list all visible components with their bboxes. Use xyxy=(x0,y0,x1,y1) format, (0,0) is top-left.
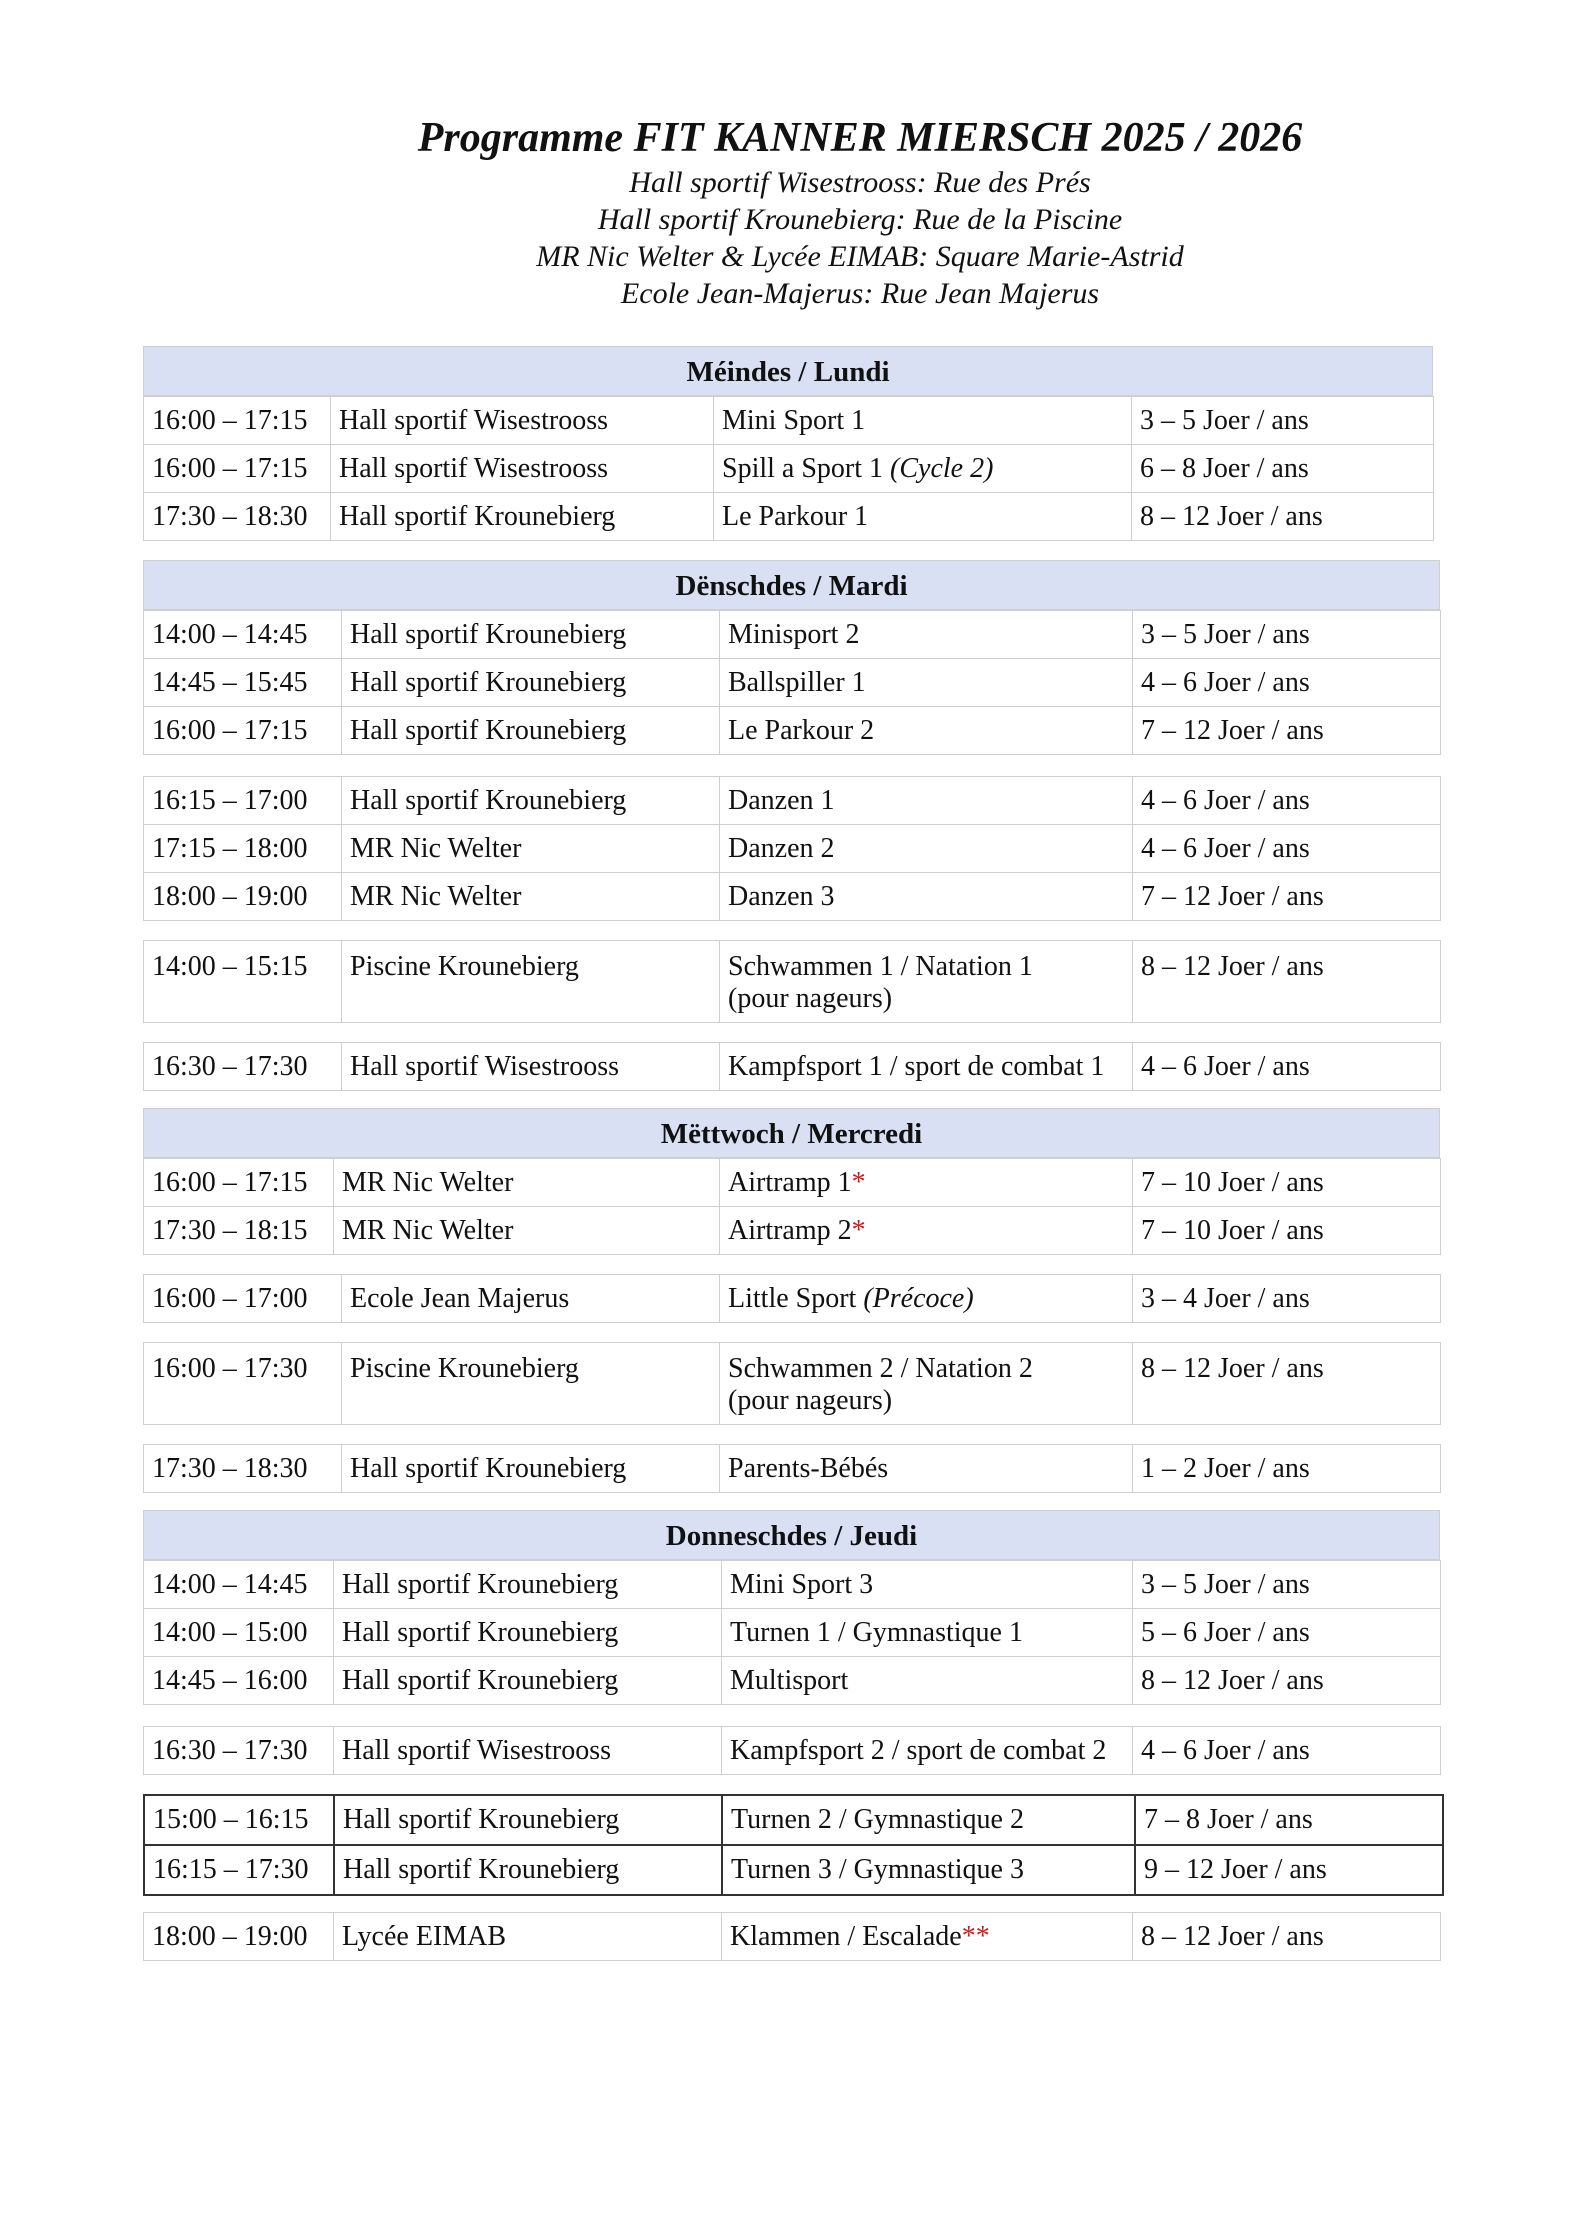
course-cell xyxy=(720,1275,1133,1323)
tuesday-table-2 xyxy=(143,776,1441,921)
course-cell: Minisport 2 xyxy=(720,611,1133,659)
wednesday-table-4 xyxy=(143,1444,1441,1493)
course-cell: Mini Sport 1 xyxy=(714,397,1132,445)
time-cell: 16:15 – 17:30 xyxy=(144,1845,334,1895)
age-cell: 8 – 12 Joer / ans xyxy=(1133,941,1441,1023)
location-cell: Hall sportif Wisestrooss xyxy=(331,445,714,493)
age-cell: 7 – 10 Joer / ans xyxy=(1133,1207,1441,1255)
course-cell xyxy=(722,1913,1133,1961)
course-cell: Turnen 1 / Gymnastique 1 xyxy=(722,1609,1133,1657)
address-line-1: Hall sportif Wisestrooss: Rue des Prés xyxy=(629,166,1091,199)
address-line-2: Hall sportif Krounebierg: Rue de la Piscine xyxy=(597,203,1123,236)
time-cell: 16:30 – 17:30 xyxy=(144,1727,334,1775)
tuesday-table-3 xyxy=(143,940,1441,1023)
age-cell: 7 – 12 Joer / ans xyxy=(1133,707,1441,755)
course-cell xyxy=(720,1343,1133,1425)
age-cell: 4 – 6 Joer / ans xyxy=(1133,659,1441,707)
time-cell: 16:15 – 17:00 xyxy=(144,777,342,825)
location-cell: Hall sportif Krounebierg xyxy=(334,1561,722,1609)
table-row xyxy=(144,873,1441,921)
location-cell: MR Nic Welter xyxy=(334,1207,720,1255)
age-cell: 8 – 12 Joer / ans xyxy=(1132,493,1434,541)
table-row xyxy=(144,1845,1443,1895)
course-cell: Le Parkour 2 xyxy=(720,707,1133,755)
wednesday-table-3 xyxy=(143,1342,1441,1425)
location-cell: Hall sportif Krounebierg xyxy=(334,1795,722,1845)
time-cell: 16:00 – 17:15 xyxy=(144,1159,334,1207)
location-cell: Hall sportif Wisestrooss xyxy=(342,1043,720,1091)
time-cell: 17:30 – 18:30 xyxy=(144,493,331,541)
course-name: Airtramp 2 xyxy=(728,1214,852,1246)
day-header-tuesday: Dënschdes / Mardi xyxy=(143,560,1440,610)
location-cell: Hall sportif Krounebierg xyxy=(342,659,720,707)
age-cell: 1 – 2 Joer / ans xyxy=(1133,1445,1441,1493)
age-cell: 7 – 8 Joer / ans xyxy=(1135,1795,1443,1845)
time-cell: 14:00 – 14:45 xyxy=(144,611,342,659)
time-cell: 14:00 – 15:15 xyxy=(144,941,342,1023)
age-cell: 7 – 12 Joer / ans xyxy=(1133,873,1441,921)
table-row xyxy=(144,707,1441,755)
course-note: (Cycle 2) xyxy=(890,452,994,484)
course-cell: Danzen 2 xyxy=(720,825,1133,873)
address-line-4: Ecole Jean-Majerus: Rue Jean Majerus xyxy=(620,277,1100,310)
table-row xyxy=(144,1043,1441,1091)
table-row xyxy=(144,1275,1441,1323)
page-header xyxy=(0,112,1580,312)
time-cell: 14:00 – 14:45 xyxy=(144,1561,334,1609)
time-cell: 18:00 – 19:00 xyxy=(144,873,342,921)
table-row xyxy=(144,1159,1441,1207)
tuesday-table-4 xyxy=(143,1042,1441,1091)
asterisk-mark: ** xyxy=(961,1920,990,1952)
thursday-table-2 xyxy=(143,1726,1441,1775)
location-cell: Hall sportif Krounebierg xyxy=(342,707,720,755)
table-row xyxy=(144,659,1441,707)
age-cell: 3 – 5 Joer / ans xyxy=(1133,611,1441,659)
time-cell: 16:00 – 17:15 xyxy=(144,445,331,493)
course-cell xyxy=(714,445,1132,493)
table-row xyxy=(144,1795,1443,1845)
location-cell: Hall sportif Krounebierg xyxy=(342,611,720,659)
thursday-table-3 xyxy=(143,1794,1444,1896)
table-row xyxy=(144,1207,1441,1255)
table-row xyxy=(144,941,1441,1023)
course-name: Schwammen 2 / Natation 2 xyxy=(728,1353,1033,1384)
wednesday-table-2 xyxy=(143,1274,1441,1323)
table-row xyxy=(144,777,1441,825)
time-cell: 17:30 – 18:15 xyxy=(144,1207,334,1255)
location-cell: Piscine Krounebierg xyxy=(342,1343,720,1425)
age-cell: 7 – 10 Joer / ans xyxy=(1133,1159,1441,1207)
course-cell xyxy=(720,1207,1133,1255)
thursday-table-4 xyxy=(143,1912,1441,1961)
course-cell: Danzen 3 xyxy=(720,873,1133,921)
time-cell: 16:00 – 17:00 xyxy=(144,1275,342,1323)
time-cell: 17:15 – 18:00 xyxy=(144,825,342,873)
course-cell: Turnen 3 / Gymnastique 3 xyxy=(722,1845,1135,1895)
table-row xyxy=(144,1727,1441,1775)
location-cell: Hall sportif Krounebierg xyxy=(331,493,714,541)
course-cell: Kampfsport 1 / sport de combat 1 xyxy=(720,1043,1133,1091)
course-detail: (pour nageurs) xyxy=(728,983,893,1014)
location-cell: Hall sportif Krounebierg xyxy=(334,1845,722,1895)
course-cell: Turnen 2 / Gymnastique 2 xyxy=(722,1795,1135,1845)
page-title: Programme FIT KANNER MIERSCH 2025 / 2026 xyxy=(417,115,1303,161)
day-header-monday: Méindes / Lundi xyxy=(143,346,1433,396)
time-cell: 14:45 – 16:00 xyxy=(144,1657,334,1705)
course-cell: Multisport xyxy=(722,1657,1133,1705)
location-cell: Hall sportif Wisestrooss xyxy=(334,1727,722,1775)
age-cell: 4 – 6 Joer / ans xyxy=(1133,1043,1441,1091)
location-cell: MR Nic Welter xyxy=(342,873,720,921)
tuesday-table-1 xyxy=(143,610,1441,755)
course-cell xyxy=(720,941,1133,1023)
time-cell: 17:30 – 18:30 xyxy=(144,1445,342,1493)
table-row xyxy=(144,397,1434,445)
course-cell: Parents-Bébés xyxy=(720,1445,1133,1493)
course-name: Schwammen 1 / Natation 1 xyxy=(728,951,1033,982)
age-cell: 4 – 6 Joer / ans xyxy=(1133,1727,1441,1775)
age-cell: 8 – 12 Joer / ans xyxy=(1133,1343,1441,1425)
asterisk-mark: * xyxy=(851,1166,866,1198)
table-row xyxy=(144,825,1441,873)
course-detail: (pour nageurs) xyxy=(728,1385,893,1416)
course-name: Spill a Sport 1 xyxy=(722,452,891,484)
age-cell: 6 – 8 Joer / ans xyxy=(1132,445,1434,493)
table-row xyxy=(144,445,1434,493)
table-row xyxy=(144,1609,1441,1657)
address-line-3: MR Nic Welter & Lycée EIMAB: Square Marie-Astrid xyxy=(536,240,1184,273)
location-cell: Hall sportif Wisestrooss xyxy=(331,397,714,445)
time-cell: 14:45 – 15:45 xyxy=(144,659,342,707)
time-cell: 18:00 – 19:00 xyxy=(144,1913,334,1961)
day-header-thursday: Donneschdes / Jeudi xyxy=(143,1510,1440,1560)
time-cell: 16:00 – 17:30 xyxy=(144,1343,342,1425)
age-cell: 4 – 6 Joer / ans xyxy=(1133,777,1441,825)
day-header-wednesday: Mëttwoch / Mercredi xyxy=(143,1108,1440,1158)
asterisk-mark: * xyxy=(851,1214,866,1246)
age-cell: 4 – 6 Joer / ans xyxy=(1133,825,1441,873)
table-row xyxy=(144,1913,1441,1961)
course-cell xyxy=(720,1159,1133,1207)
age-cell: 3 – 5 Joer / ans xyxy=(1133,1561,1441,1609)
age-cell: 8 – 12 Joer / ans xyxy=(1133,1913,1441,1961)
time-cell: 16:00 – 17:15 xyxy=(144,707,342,755)
time-cell: 15:00 – 16:15 xyxy=(144,1795,334,1845)
table-row xyxy=(144,1445,1441,1493)
location-cell: MR Nic Welter xyxy=(342,825,720,873)
location-cell: Piscine Krounebierg xyxy=(342,941,720,1023)
age-cell: 3 – 5 Joer / ans xyxy=(1132,397,1434,445)
time-cell: 14:00 – 15:00 xyxy=(144,1609,334,1657)
age-cell: 9 – 12 Joer / ans xyxy=(1135,1845,1443,1895)
location-cell: Hall sportif Krounebierg xyxy=(342,777,720,825)
course-cell: Danzen 1 xyxy=(720,777,1133,825)
course-name: Little Sport xyxy=(728,1282,864,1314)
course-cell: Le Parkour 1 xyxy=(714,493,1132,541)
time-cell: 16:00 – 17:15 xyxy=(144,397,331,445)
table-row xyxy=(144,1561,1441,1609)
table-row xyxy=(144,1657,1441,1705)
course-name: Klammen / Escalade xyxy=(730,1920,962,1952)
table-row xyxy=(144,611,1441,659)
location-cell: Hall sportif Krounebierg xyxy=(342,1445,720,1493)
thursday-table-1 xyxy=(143,1560,1441,1705)
table-row xyxy=(144,1343,1441,1425)
course-cell: Kampfsport 2 / sport de combat 2 xyxy=(722,1727,1133,1775)
age-cell: 5 – 6 Joer / ans xyxy=(1133,1609,1441,1657)
location-cell: Ecole Jean Majerus xyxy=(342,1275,720,1323)
course-cell: Mini Sport 3 xyxy=(722,1561,1133,1609)
course-name: Airtramp 1 xyxy=(728,1166,852,1198)
location-cell: Lycée EIMAB xyxy=(334,1913,722,1961)
time-cell: 16:30 – 17:30 xyxy=(144,1043,342,1091)
course-note: (Précoce) xyxy=(863,1282,974,1314)
location-cell: Hall sportif Krounebierg xyxy=(334,1609,722,1657)
location-cell: MR Nic Welter xyxy=(334,1159,720,1207)
table-row xyxy=(144,493,1434,541)
course-cell: Ballspiller 1 xyxy=(720,659,1133,707)
age-cell: 3 – 4 Joer / ans xyxy=(1133,1275,1441,1323)
age-cell: 8 – 12 Joer / ans xyxy=(1133,1657,1441,1705)
monday-table xyxy=(143,396,1434,541)
location-cell: Hall sportif Krounebierg xyxy=(334,1657,722,1705)
wednesday-table-1 xyxy=(143,1158,1441,1255)
